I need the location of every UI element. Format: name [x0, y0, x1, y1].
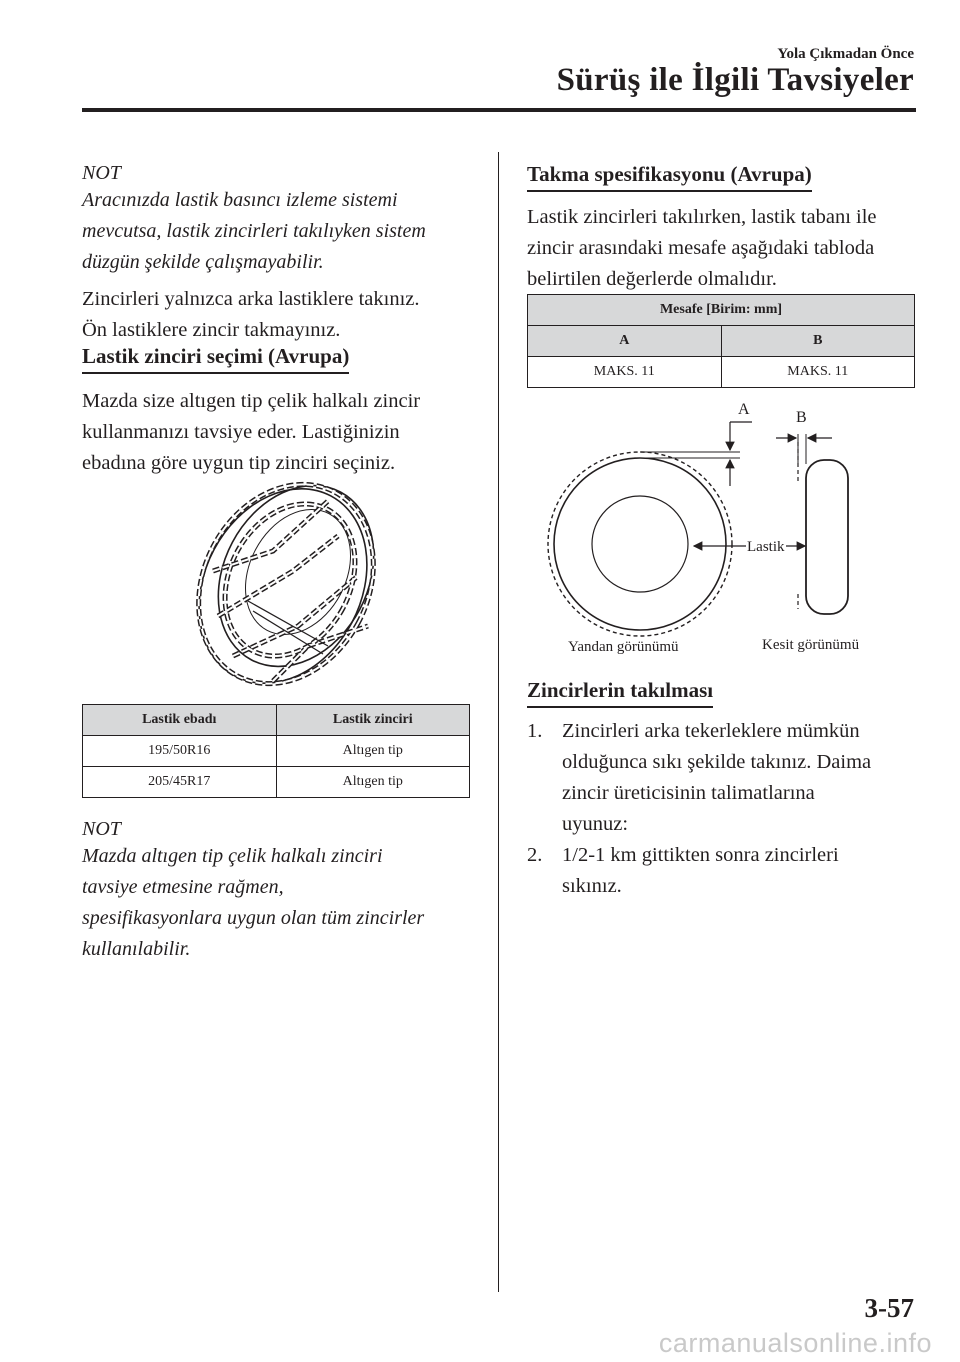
note-block-2 — [82, 818, 482, 965]
chain-cross-link — [218, 536, 338, 616]
table-row — [83, 736, 470, 767]
heading-text: Lastik zinciri seçimi (Avrupa) — [82, 344, 349, 374]
text-line: uyunuz: — [562, 813, 629, 835]
note-line: mevcutsa, lastik zincirleri takılıyken sistem — [82, 220, 426, 242]
paragraph-chain-recommendation — [82, 386, 482, 479]
installation-steps — [527, 716, 927, 902]
chain-cross-link — [213, 501, 328, 571]
section-subtitle: Yola Çıkmadan Önce — [777, 46, 914, 62]
text-line: Zincirleri arka tekerleklere mümkün — [562, 720, 860, 742]
table-cell: MAKS. 11 — [528, 357, 722, 388]
note-label: NOT — [82, 162, 121, 184]
table-header: Lastik zinciri — [276, 705, 470, 736]
section-heading-installing — [527, 678, 713, 708]
page-number: 3-57 — [864, 1293, 914, 1323]
tire-chain-illustration — [178, 476, 388, 692]
note-line: Mazda altıgen tip çelik halkalı zinciri — [82, 845, 383, 867]
paragraph-clearance — [527, 202, 927, 295]
label-a: A — [738, 401, 750, 418]
note-block-1 — [82, 162, 482, 278]
text-line: Ön lastiklere zincir takmayınız. — [82, 319, 341, 341]
tire-outline-side — [554, 458, 726, 630]
list-item — [527, 840, 927, 902]
paragraph-rear-tires — [82, 284, 482, 346]
text-line: olduğunca sıkı şekilde takınız. Daima — [562, 751, 872, 773]
list-item — [527, 716, 927, 840]
note-line: Aracınızda lastik basıncı izleme sistemi — [82, 189, 398, 211]
note-line: kullanılabilir. — [82, 938, 191, 960]
label-b: B — [796, 409, 807, 426]
text-line: zincir arasındaki mesafe aşağıdaki tabloda — [527, 237, 875, 259]
text-line: ebadına göre uygun tip zinciri seçiniz. — [82, 452, 396, 474]
note-text — [82, 841, 482, 965]
section-heading-chain-selection — [82, 344, 349, 374]
table-cell: MAKS. 11 — [721, 357, 915, 388]
note-line: düzgün şekilde çalışmayabilir. — [82, 251, 324, 273]
tire-section — [806, 460, 848, 614]
rim-outline-side — [592, 496, 688, 592]
note-text — [82, 185, 482, 278]
note-line: spesifikasyonlara uygun olan tüm zincirler — [82, 907, 425, 929]
note-label: NOT — [82, 818, 121, 840]
table-cell: 195/50R16 — [83, 736, 277, 767]
table-row — [83, 767, 470, 798]
text-line: sıkınız. — [562, 875, 622, 897]
note-line: tavsiye etmesine rağmen, — [82, 876, 284, 898]
page-title: Sürüş ile İlgili Tavsiyeler — [556, 62, 914, 98]
text-line: belirtilen değerlerde olmalıdır. — [527, 268, 777, 290]
label-tire: Lastik — [747, 539, 785, 555]
clearance-diagram — [540, 394, 910, 664]
text-line: 1/2-1 km gittikten sonra zincirleri — [562, 844, 839, 866]
header-divider — [82, 108, 916, 112]
column-divider — [498, 152, 499, 1292]
heading-text: Zincirlerin takılması — [527, 678, 713, 708]
table-cell: 205/45R17 — [83, 767, 277, 798]
label-side-view: Yandan görünümü — [568, 639, 679, 655]
table-title: Mesafe [Birim: mm] — [528, 295, 915, 326]
step-number: 1. — [527, 720, 543, 742]
clearance-table — [527, 294, 915, 388]
table-header: A — [528, 326, 722, 357]
chain-outline-side — [548, 452, 732, 636]
text-line: Zincirleri yalnızca arka lastiklere takınız. — [82, 288, 420, 310]
watermark-text: carmanualsonline.info — [658, 1328, 932, 1358]
table-header: Lastik ebadı — [83, 705, 277, 736]
section-heading-fitting-spec — [527, 162, 812, 192]
table-row — [528, 357, 915, 388]
text-line: Mazda size altıgen tip çelik halkalı zincir — [82, 390, 421, 412]
label-section-view: Kesit görünümü — [762, 637, 860, 653]
heading-text: Takma spesifikasyonu (Avrupa) — [527, 162, 812, 192]
table-header: B — [721, 326, 915, 357]
step-number: 2. — [527, 844, 543, 866]
chain-size-table — [82, 704, 470, 798]
table-cell: Altıgen tip — [276, 767, 470, 798]
text-line: zincir üreticisinin talimatlarına — [562, 782, 815, 804]
text-line: Lastik zincirleri takılırken, lastik tabanı ile — [527, 206, 877, 228]
table-cell: Altıgen tip — [276, 736, 470, 767]
text-line: kullanmanızı tavsiye eder. Lastiğinizin — [82, 421, 400, 443]
